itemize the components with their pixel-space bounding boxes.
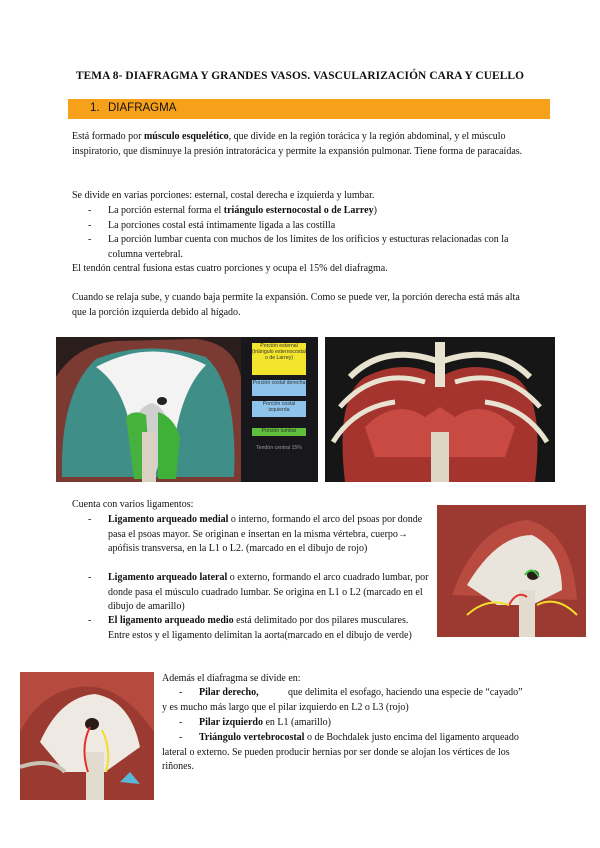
legend-lumbar: Porción lumbar <box>252 428 306 436</box>
section-label: DIAFRAGMA <box>108 102 177 114</box>
portion-item-lumbar-text: La porción lumbar cuenta con muchos de los límites de los orificios y estucturas relacionadas con la columna vertebral. <box>108 234 509 260</box>
portion-item-esternal-bold: triángulo esternocostal o de Larrey <box>223 205 374 216</box>
pillar-izquierdo: - Pilar izquierdo en L1 (amarillo) <box>179 717 332 728</box>
ligament-lateral-bold: Ligamento arqueado lateral <box>108 572 228 583</box>
ligaments-lead: Cuenta con varios ligamentos: <box>72 499 194 510</box>
pillar-derecho-first: - Pilar derecho, <box>179 687 259 698</box>
portion-item-esternal: - La porción esternal forma el triángulo esternocostal o de Larrey) <box>88 205 377 216</box>
portions-lead: Se divide en varias porciones: esternal, costal derecha e izquierda y lumbar. <box>72 190 375 201</box>
ligament-medio-bold: El ligamento arqueado medio <box>108 615 234 626</box>
pillars-lead: Además el diafragma se divide en: <box>162 673 301 684</box>
triangulo-vertebrocostal <box>162 731 528 775</box>
portion-item-costal-text: La porciones costal está íntimamente ligada a las costilla <box>108 220 336 231</box>
section-heading-bar <box>68 99 550 119</box>
portion-item-esternal-close: ) <box>373 205 377 216</box>
intro-paragraph <box>72 130 527 159</box>
ligament-medial-bold: Ligamento arqueado medial <box>108 514 229 525</box>
diaphragm-portions-figure <box>56 337 318 482</box>
intro-text-1: Está formado por <box>72 131 144 142</box>
diaphragm-anterior-figure <box>325 337 555 482</box>
pillar-derecho <box>162 686 528 715</box>
ligaments-illustration <box>437 505 586 637</box>
intro-text-2: , que divide en la región torácica y la región abdominal, y el músculo inspiratorio, que disminuye la presión intratorácica y permite la expansión pulmonar. Tiene forma de paracaídas. <box>72 131 523 157</box>
legend-costal-derecha: Porción costal derecha <box>252 380 306 396</box>
diaphragm-anterior-illustration <box>325 337 555 482</box>
tendon-paragraph: El tendón central fusiona estas cuatro porciones y ocupa el 15% del diafragma. <box>72 263 388 274</box>
triangulo-bold: Triángulo vertebrocostal <box>199 732 305 743</box>
section-number: 1. <box>90 102 100 114</box>
portion-item-costal: - La porciones costal está íntimamente ligada a las costilla <box>88 220 336 231</box>
ligament-medial: - Ligamento arqueado medial o interno, formando el arco del psoas por donde pasa el psoas mayor. Se originan e insertan en la misma vértebra, cuerpo→ apófisis transversa, en la L1 o L2. (marcado en el dibujo de rojo) <box>88 514 423 555</box>
page-title: TEMA 8- DIAFRAGMA Y GRANDES VASOS. VASCULARIZACIÓN CARA Y CUELLO <box>75 70 525 82</box>
ligament-medio-text: está delimitado por dos pilares musculares. Entre estos y el ligamento delimitan la aorta(marcado en el dibujo de verde) <box>108 615 412 641</box>
pillars-figure <box>20 672 154 800</box>
legend-esternal: Porción esternal (triángulo esternocostal o de Larrey) <box>252 343 306 375</box>
portion-item-esternal-text: La porción esternal forma el <box>108 205 224 216</box>
intro-bold: músculo esquelético <box>143 131 229 142</box>
ligament-lateral: - Ligamento arqueado lateral o externo, formando el arco cuadrado lumbar, por donde pasa el músculo cuadrado lumbar. Se origina en L1 o L2 (marcado en el dibujo de amarillo) <box>88 572 429 613</box>
ligament-medial-text: o interno, formando el arco del psoas por donde pasa el psoas mayor. Se originan e insertan en la misma vértebra, cuerpo→ apófisis transversa, en la L1 o L2. (marcado en el dibujo de rojo) <box>108 514 423 555</box>
pillar-izquierdo-bold: Pilar izquierdo <box>199 717 263 728</box>
legend-costal-izquierda: Porción costal izquierda <box>252 401 306 417</box>
ligaments-figure <box>437 505 586 637</box>
legend-tendon: Tendón central 15% <box>256 445 302 451</box>
pillar-izquierdo-text: en L1 (amarillo) <box>262 717 332 728</box>
pillar-derecho-text: que delimita el esofago, haciendo una especie de “cayado” y es mucho más largo que el pilar izquierdo en L2 o L3 (rojo) <box>162 687 523 713</box>
pillars-illustration <box>20 672 154 800</box>
ligament-medio: - El ligamento arqueado medio está delimitado por dos pilares musculares. Entre estos y el ligamento delimitan la aorta(marcado en el dibujo de verde) <box>88 615 412 641</box>
relax-paragraph: Cuando se relaja sube, y cuando baja permite la expansión. Como se puede ver, la porción derecha está más alta que la porción izquierda debido al hígado. <box>72 292 520 318</box>
pillar-derecho-bold: Pilar derecho, <box>199 687 259 698</box>
ligament-lateral-text: o externo, formando el arco cuadrado lumbar, por donde pasa el músculo cuadrado lumbar. Se origina en L1 o L2 (marcado en el dibujo de amarillo) <box>108 572 429 613</box>
triangulo-text: o de Bochdalek justo encima del ligamento arqueado lateral o externo. Se pueden producir hernias por ser donde se alojan los vértices de los riñones. <box>162 732 519 773</box>
portion-item-lumbar: - La porción lumbar cuenta con muchos de los límites de los orificios y estucturas relacionadas con la columna vertebral. <box>88 234 509 260</box>
